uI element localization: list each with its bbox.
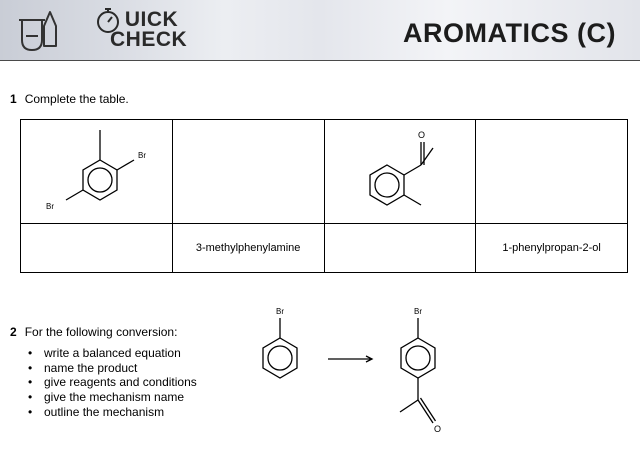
page-title: AROMATICS (C) [403,18,616,48]
bromine-label: Br [46,202,55,211]
quick-check-logo [108,10,208,50]
logo-line1: UICK [124,8,179,31]
question-2-number: 2 [10,325,17,339]
bromine-label: Br [138,151,147,160]
header-divider [0,60,640,61]
bromine-label: Br [414,307,422,316]
answer-table [20,119,628,273]
question-1-text: Complete the table. [24,92,129,106]
table-cell-name-2: 3-methylphenylamine [172,224,324,273]
oxygen-label: O [417,130,425,140]
table-cell-structure-4 [476,120,628,224]
list-item: • give reagents and conditions [28,375,197,390]
flask-icon [14,10,70,54]
bromine-label: Br [276,307,284,316]
logo-line2: HECK [125,28,188,51]
question-2-tasks [28,346,197,420]
table-cell-structure-1 [21,120,173,224]
question-2-text: For the following conversion: [24,325,178,339]
list-item: • name the product [28,361,197,376]
table-cell-name-4: 1-phenylpropan-2-ol [476,224,628,273]
methylbenzaldehyde-structure [325,120,475,220]
question-2 [10,325,177,339]
question-1 [10,92,129,106]
list-item: • give the mechanism name [28,390,197,405]
oxygen-label: O [434,424,442,434]
table-cell-name-1 [21,224,173,273]
dibromotoluene-structure [21,120,171,220]
reaction-scheme [240,300,470,440]
logo-prefix-c: C [110,28,126,51]
question-1-number: 1 [10,92,17,106]
table-cell-structure-2 [172,120,324,224]
list-item: • write a balanced equation [28,346,197,361]
table-cell-name-3 [324,224,476,273]
list-item: • outline the mechanism [28,405,197,420]
table-cell-structure-3 [324,120,476,224]
